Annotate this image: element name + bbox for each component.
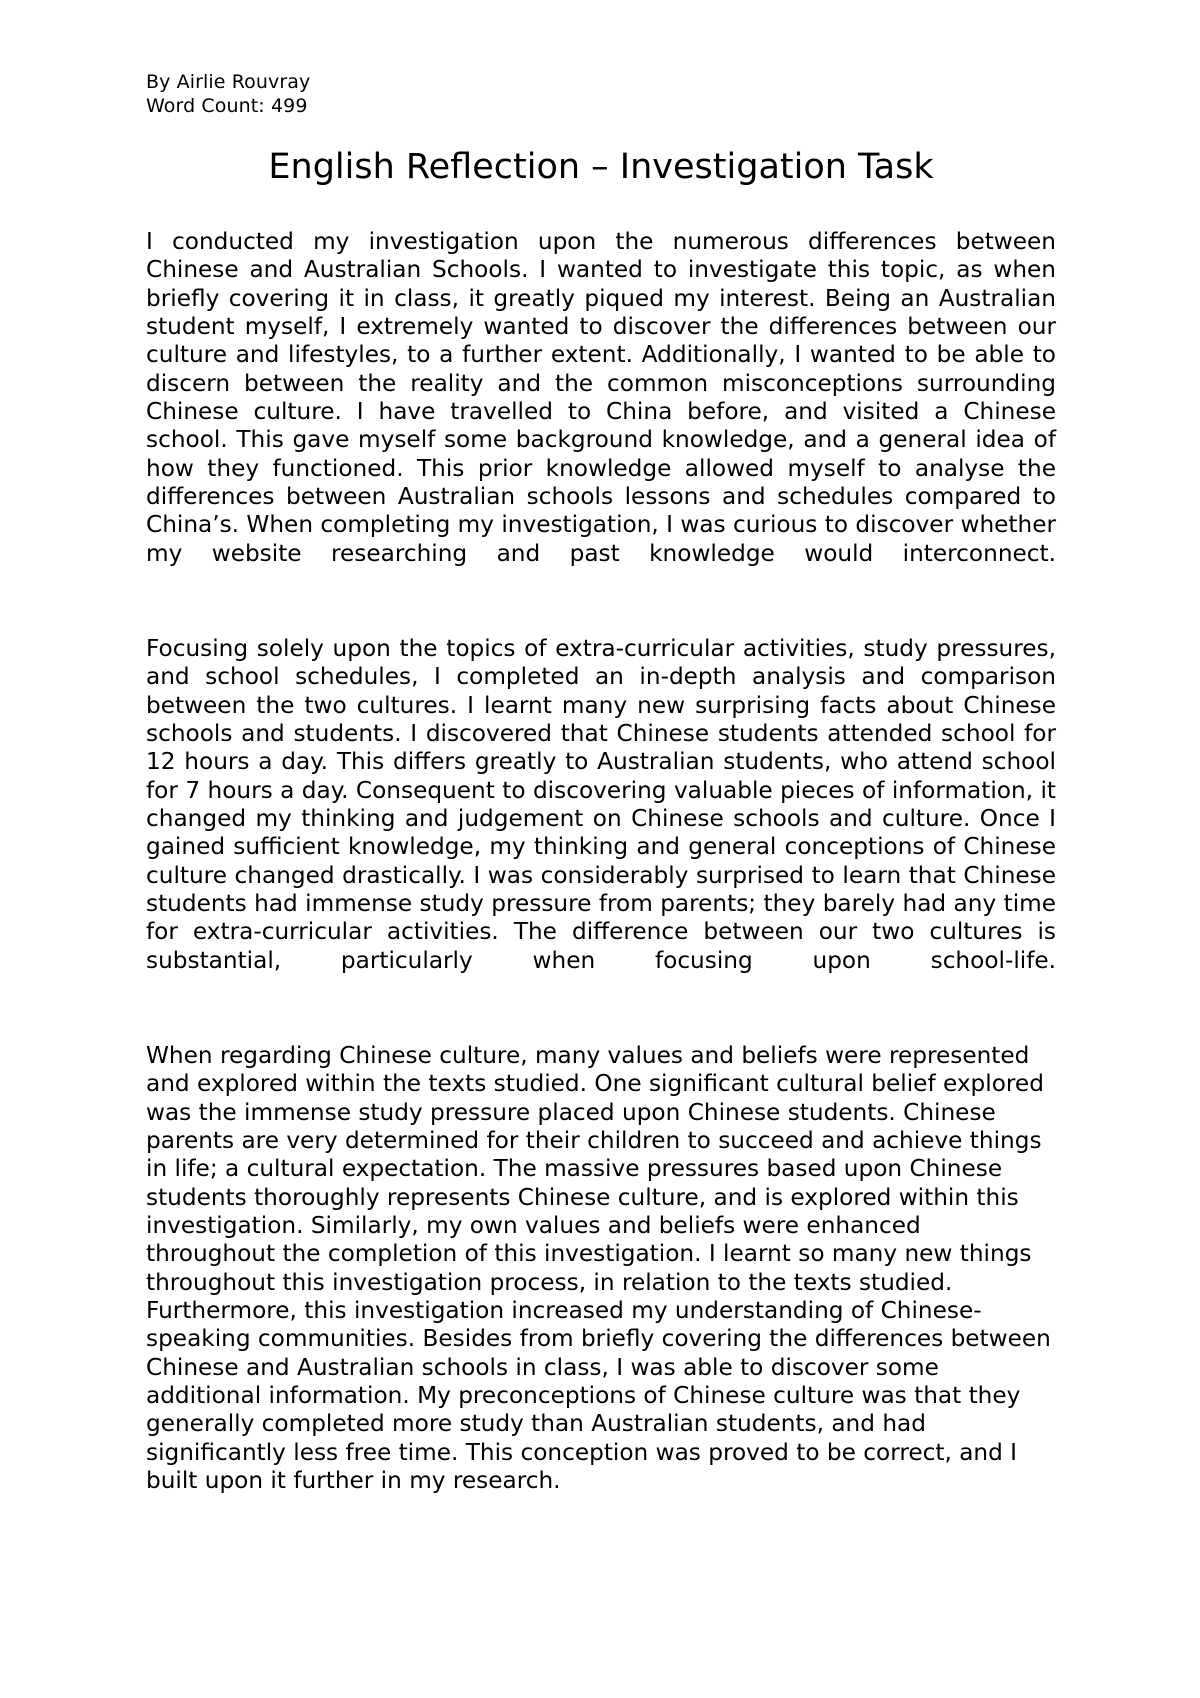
word-count-line: Word Count: 499 (146, 95, 308, 117)
body-paragraph-3: When regarding Chinese culture, many values and beliefs were represented and explored within the texts studied. One significant cultural belief explored was the immense study pressure placed upon Chinese students. Chinese parents are very determined for their children to succeed and achieve things in life; a cultural expectation. The massive pressures based upon Chinese students thoroughly represents Chinese culture, and is explored within this investigation. Similarly, my own values and beliefs were enhanced throughout the completion of this investigation. I learnt so many new things throughout this investigation process, in relation to the texts studied. Furthermore, this investigation increased my understanding of Chinese-speaking communities. Besides from briefly covering the differences between Chinese and Australian schools in class, I was able to discover some additional information. My preconceptions of Chinese culture was that they generally completed more study than Australian students, and had significantly less free time. This conception was proved to be correct, and I built upon it further in my research. (146, 1042, 1051, 1495)
page-title: English Reflection – Investigation Task (268, 147, 934, 187)
author-line: By Airlie Rouvray (146, 71, 311, 93)
body-paragraph-1: I conducted my investigation upon the numerous differences between Chinese and Australian Schools. I wanted to investigate this topic, as when briefly covering it in class, it greatly piqued my interest. Being an Australian student myself, I extremely wanted to discover the differences between our culture and lifestyles, to a further extent. Additionally, I wanted to be able to discern between the reality and the common misconceptions surrounding Chinese culture. I have travelled to China before, and visited a Chinese school. This gave myself some background knowledge, and a general idea of how they functioned. This prior knowledge allowed myself to analyse the differences between Australian schools lessons and schedules compared to China’s. When completing my investigation, I was curious to discover whether my website researching and past knowledge would interconnect. (146, 228, 1056, 567)
document-header (146, 70, 310, 118)
body-paragraph-2: Focusing solely upon the topics of extra-curricular activities, study pressures, and school schedules, I completed an in-depth analysis and comparison between the two cultures. I learnt many new surprising facts about Chinese schools and students. I discovered that Chinese students attended school for 12 hours a day. This differs greatly to Australian students, who attend school for 7 hours a day. Consequent to discovering valuable pieces of information, it changed my thinking and judgement on Chinese schools and culture. Once I gained sufficient knowledge, my thinking and general conceptions of Chinese culture changed drastically. I was considerably surprised to learn that Chinese students had immense study pressure from parents; they barely had any time for extra-curricular activities. The difference between our two cultures is substantial, particularly when focusing upon school-life. (146, 635, 1056, 974)
